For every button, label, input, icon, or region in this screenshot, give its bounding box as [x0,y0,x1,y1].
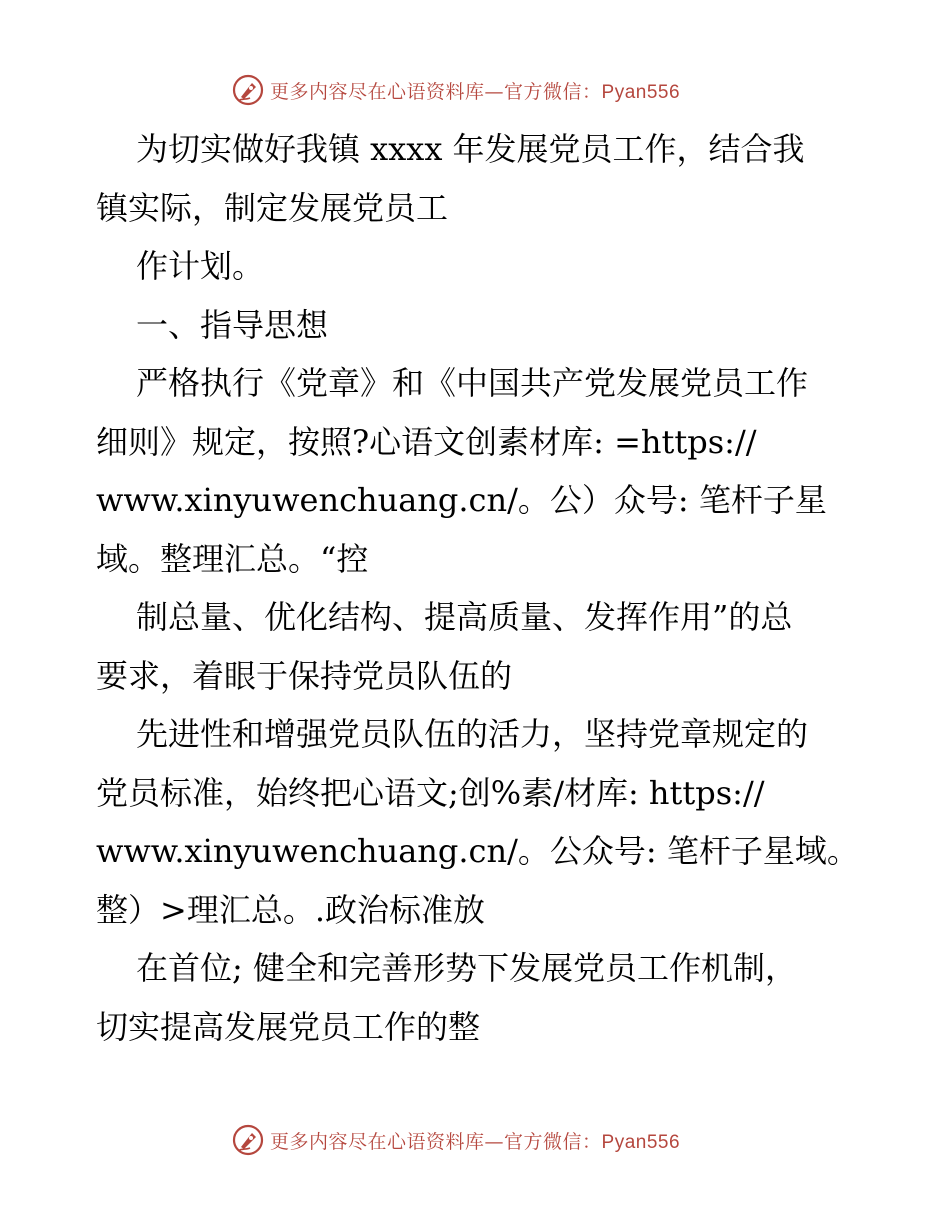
document-body [96,120,866,1056]
body-text-line: 镇实际，制定发展党员工 [96,188,449,227]
header-banner-text: 更多内容尽在心语资料库—官方微信：Pyan556 [270,80,681,103]
body-text-line: 细则》规定，按照?心语文创素材库: =https:// [96,422,757,461]
pen-nib-logo-icon [232,1124,264,1156]
body-text-line: www.xinyuwenchuang.cn/。公）众号: 笔杆子星 [96,481,827,519]
body-text-line: 整）>理汇总。.政治标准放 [96,890,485,929]
body-text-line: 党员标准，始终把心语文;创%素/材库: https:// [96,773,765,812]
body-text-line: 作计划。 [136,247,265,285]
footer-wechat-id: Pyan556 [601,1131,681,1153]
body-text-line: 严格执行《党章》和《中国共产党发展党员工作 [136,364,809,402]
footer-banner-text: 更多内容尽在心语资料库—官方微信：Pyan556 [270,1130,681,1153]
body-text-line: 切实提高发展党员工作的整 [96,1007,481,1046]
body-text-line: 一、指导思想 [136,305,329,344]
header-wechat-id: Pyan556 [601,81,681,103]
pen-nib-logo-icon [232,74,264,106]
body-text-line: www.xinyuwenchuang.cn/。公众号: 笔杆子星域。 [96,832,859,870]
header-watermark-banner [232,72,712,108]
body-text-line: 要求，着眼于保持党员队伍的 [96,656,513,695]
body-text-line: 在首位; 健全和完善形势下发展党员工作机制， [136,949,797,987]
footer-watermark-banner [232,1122,712,1158]
body-text-line: 域。整理汇总。“控 [96,539,369,578]
body-text-line: 制总量、优化结构、提高质量、发挥作用”的总 [136,598,793,636]
body-text-line: 为切实做好我镇 xxxx 年发展党员工作，结合我 [136,130,805,168]
body-text-line: 先进性和增强党员队伍的活力，坚持党章规定的 [136,715,809,753]
